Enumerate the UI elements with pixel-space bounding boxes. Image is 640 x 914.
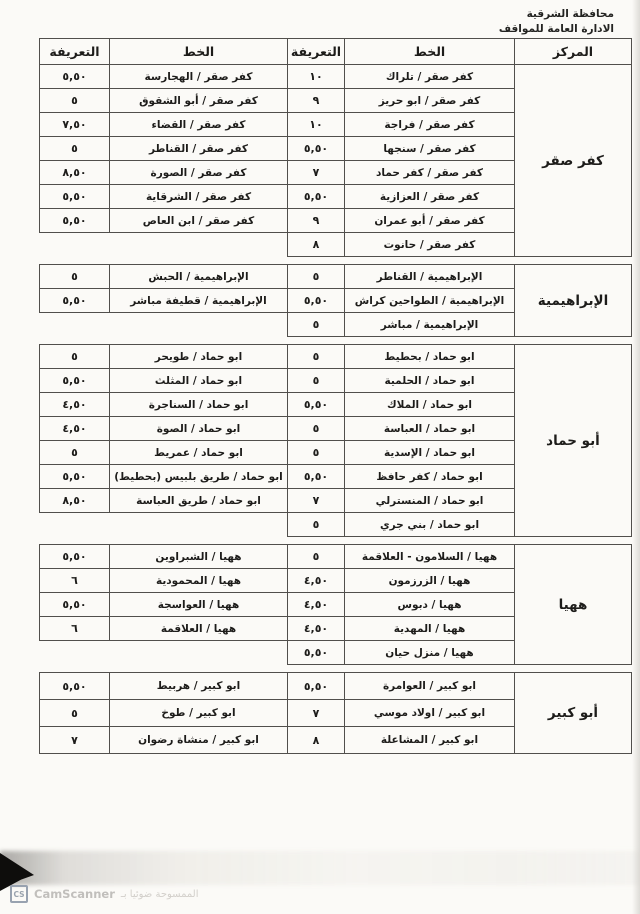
route-cell: كفر صقر / سنجها — [345, 137, 515, 161]
fare-cell: ٥ — [288, 545, 345, 569]
fare-cell: ٥ — [40, 441, 110, 465]
fare-cell: ٤,٥٠ — [288, 617, 345, 641]
fare-cell: ٨,٥٠ — [40, 489, 110, 513]
route-cell: كفر صقر / الصورة — [110, 161, 288, 185]
route-cell: ابو حماد / طويحر — [110, 345, 288, 369]
department-title: الادارة العامة للمواقف — [498, 23, 614, 35]
route-cell: كفر صقر / كفر حماد — [345, 161, 515, 185]
fare-cell: ٥,٥٠ — [40, 545, 110, 569]
fare-group-table — [39, 264, 632, 337]
route-cell: ابو حماد / طريق بلبيس (بحطيط) — [110, 465, 288, 489]
route-cell: كفر صقر / الهجارسة — [110, 65, 288, 89]
fare-cell: ٩ — [288, 89, 345, 113]
fare-group-table — [39, 344, 632, 537]
route-cell: كفر صقر / تلراك — [345, 65, 515, 89]
fare-cell: ٧,٥٠ — [40, 113, 110, 137]
route-cell: ابو حماد / الإسدية — [345, 441, 515, 465]
fare-cell: ٥,٥٠ — [40, 465, 110, 489]
route-cell: ابو كبير / العوامرة — [345, 673, 515, 700]
fare-cell: ٥,٥٠ — [40, 673, 110, 700]
empty-cell — [110, 641, 288, 665]
route-cell: الإبراهيمية / القناطر — [345, 265, 515, 289]
fare-cell: ٦ — [40, 569, 110, 593]
route-cell: ابو حماد / السناجرة — [110, 393, 288, 417]
empty-cell — [40, 641, 110, 665]
page-edge-shadow — [632, 0, 640, 914]
route-cell: كفر صقر / أبو عمران — [345, 209, 515, 233]
route-cell: ههيا / المحمودية — [110, 569, 288, 593]
fare-cell: ٥,٥٠ — [288, 185, 345, 209]
route-cell: كفر صقر / القناطر — [110, 137, 288, 161]
fare-cell: ٥,٥٠ — [40, 369, 110, 393]
fares-table — [40, 38, 632, 754]
fare-cell: ٥,٥٠ — [288, 465, 345, 489]
route-cell: ابو كبير / المشاعلة — [345, 727, 515, 754]
route-cell: كفر صقر / ابن العاص — [110, 209, 288, 233]
route-cell: ههيا / المهدية — [345, 617, 515, 641]
fare-cell: ٥ — [40, 89, 110, 113]
route-cell: ابو كبير / اولاد موسي — [345, 700, 515, 727]
route-cell: ههيا / الشبراوين — [110, 545, 288, 569]
route-cell: ابو حماد / كفر حافظ — [345, 465, 515, 489]
fare-cell: ٨,٥٠ — [40, 161, 110, 185]
route-cell: ابو حماد / بحطيط — [345, 345, 515, 369]
center-name-cell: كفر صقر — [515, 65, 632, 257]
fare-cell: ٥,٥٠ — [288, 137, 345, 161]
empty-cell — [40, 313, 110, 337]
fare-cell: ٥ — [288, 441, 345, 465]
fare-groups — [40, 64, 632, 754]
route-cell: الإبراهيمية / مباشر — [345, 313, 515, 337]
empty-cell — [40, 513, 110, 537]
route-cell: ابو حماد / الصوة — [110, 417, 288, 441]
empty-cell — [110, 313, 288, 337]
fare-cell: ٧ — [288, 489, 345, 513]
route-cell: ههيا / السلامون - العلاقمة — [345, 545, 515, 569]
fare-group-table — [39, 544, 632, 665]
camscanner-brand-text: CamScanner — [34, 887, 115, 901]
fare-cell: ٩ — [288, 209, 345, 233]
table-row — [40, 65, 632, 89]
camscanner-arabic-note: الممسوحة ضوئيا بـ — [120, 888, 199, 900]
fare-group-table — [39, 672, 632, 754]
table-row — [40, 545, 632, 569]
fare-cell: ٧ — [288, 700, 345, 727]
route-cell: كفر صقر / القضاء — [110, 113, 288, 137]
table-row — [40, 673, 632, 700]
route-cell: الإبراهيمية / الحبش — [110, 265, 288, 289]
fare-cell: ٥ — [288, 513, 345, 537]
column-header-fare-2: التعريفة — [40, 39, 110, 65]
fare-cell: ٤,٥٠ — [40, 417, 110, 441]
fare-cell: ٥,٥٠ — [288, 393, 345, 417]
fare-cell: ٥,٥٠ — [288, 673, 345, 700]
fare-cell: ٥,٥٠ — [288, 641, 345, 665]
column-header-route-2: الخط — [110, 39, 288, 65]
fare-cell: ٥ — [288, 417, 345, 441]
fares-table-header-row — [39, 38, 632, 65]
fare-cell: ٤,٥٠ — [288, 593, 345, 617]
fare-cell: ٥ — [40, 137, 110, 161]
route-cell: ههيا / دبوس — [345, 593, 515, 617]
column-header-center: المركز — [515, 39, 632, 65]
center-name-cell: الإبراهيمية — [515, 265, 632, 337]
route-cell: كفر صقر / فراجة — [345, 113, 515, 137]
route-cell: ابو حماد / بني جري — [345, 513, 515, 537]
camscanner-logo-icon: CS — [10, 885, 28, 903]
route-cell: ابو كبير / هربيط — [110, 673, 288, 700]
route-cell: كفر صقر / الشرقاية — [110, 185, 288, 209]
route-cell: ههيا / العلاقمة — [110, 617, 288, 641]
center-name-cell: أبو حماد — [515, 345, 632, 537]
scan-shadow-band — [0, 851, 640, 885]
route-cell: ابو حماد / العباسة — [345, 417, 515, 441]
route-cell: ابو حماد / المثلث — [110, 369, 288, 393]
fare-cell: ٥,٥٠ — [40, 65, 110, 89]
fare-cell: ٧ — [288, 161, 345, 185]
fare-cell: ١٠ — [288, 65, 345, 89]
table-row — [40, 265, 632, 289]
route-cell: الإبراهيمية / قطيفة مباشر — [110, 289, 288, 313]
fare-cell: ٥ — [40, 265, 110, 289]
fare-cell: ٥,٥٠ — [288, 289, 345, 313]
fare-cell: ٥,٥٠ — [40, 593, 110, 617]
route-cell: كفر صقر / ابو حريز — [345, 89, 515, 113]
fare-cell: ٥ — [40, 700, 110, 727]
route-cell: ابو حماد / المنسترلي — [345, 489, 515, 513]
route-cell: ابو حماد / الملاك — [345, 393, 515, 417]
column-header-fare-1: التعريفة — [288, 39, 345, 65]
fare-cell: ٥ — [288, 265, 345, 289]
table-row — [40, 345, 632, 369]
fare-cell: ٥ — [288, 313, 345, 337]
fare-cell: ٥ — [40, 345, 110, 369]
route-cell: ابو كبير / منشاة رضوان — [110, 727, 288, 754]
route-cell: كفر صقر / حانوت — [345, 233, 515, 257]
route-cell: ابو حماد / طريق العباسة — [110, 489, 288, 513]
route-cell: ههيا / العواسجة — [110, 593, 288, 617]
fare-cell: ٤,٥٠ — [288, 569, 345, 593]
route-cell: ابو كبير / طوخ — [110, 700, 288, 727]
camscanner-watermark — [10, 885, 198, 903]
empty-cell — [40, 233, 110, 257]
fare-cell: ٧ — [40, 727, 110, 754]
fare-cell: ٤,٥٠ — [40, 393, 110, 417]
document-header — [499, 7, 614, 37]
center-name-cell: أبو كبير — [515, 673, 632, 754]
fare-cell: ٥ — [288, 345, 345, 369]
center-name-cell: ههيا — [515, 545, 632, 665]
empty-cell — [110, 233, 288, 257]
fare-cell: ٨ — [288, 233, 345, 257]
column-header-route-1: الخط — [345, 39, 515, 65]
route-cell: كفر صقر / العزازية — [345, 185, 515, 209]
fare-cell: ٥,٥٠ — [40, 185, 110, 209]
fare-cell: ٦ — [40, 617, 110, 641]
route-cell: ابو حماد / عمريط — [110, 441, 288, 465]
route-cell: ابو حماد / الحلمية — [345, 369, 515, 393]
empty-cell — [110, 513, 288, 537]
fare-cell: ٨ — [288, 727, 345, 754]
fare-cell: ٥,٥٠ — [40, 289, 110, 313]
fare-cell: ١٠ — [288, 113, 345, 137]
route-cell: كفر صقر / أبو الشقوق — [110, 89, 288, 113]
fare-cell: ٥ — [288, 369, 345, 393]
governorate-title: محافظة الشرقية — [526, 8, 614, 20]
route-cell: ههيا / منزل حيان — [345, 641, 515, 665]
fare-cell: ٥,٥٠ — [40, 209, 110, 233]
route-cell: ههيا / الزرزمون — [345, 569, 515, 593]
route-cell: الإبراهيمية / الطواحين كراش — [345, 289, 515, 313]
fare-group-table — [39, 64, 632, 257]
